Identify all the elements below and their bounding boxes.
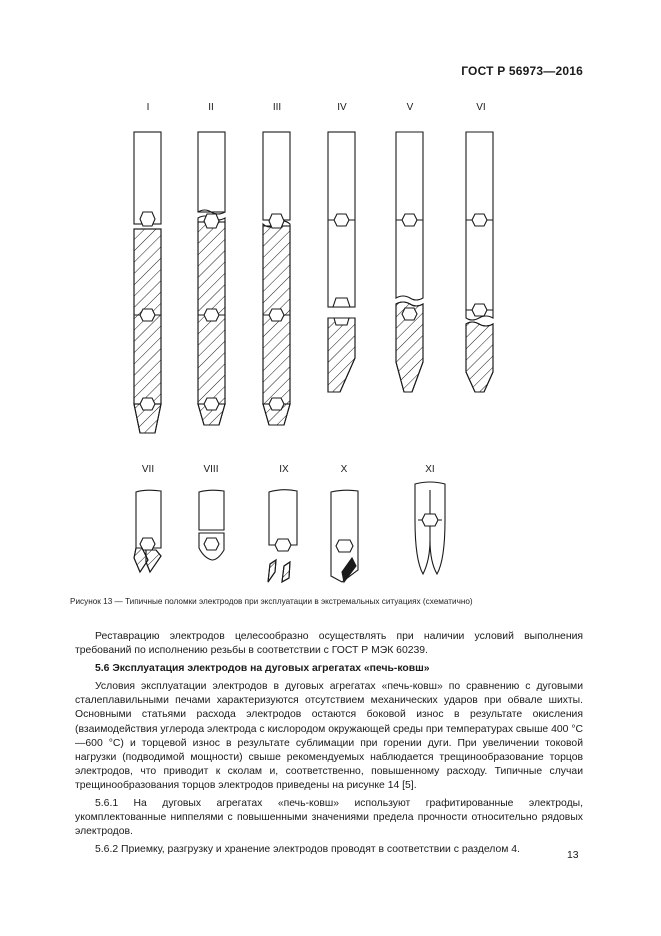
document-header: ГОСТ Р 56973—2016: [461, 64, 583, 78]
figure-label: IX: [279, 464, 289, 475]
paragraph: Реставрацию электродов целесообразно осуществлять при наличии условий выполнения требований по исполнению резьбы в соответствии с ГОСТ Р МЭК 60239.: [75, 631, 583, 657]
electrode-column-viii: [199, 490, 224, 560]
electrode-column-i: [134, 132, 161, 433]
figure-label: VI: [476, 102, 486, 113]
electrode-column-vii: [134, 490, 161, 572]
section-heading: 5.6 Эксплуатация электродов на дуговых агрегатах «печь-ковш»: [95, 663, 430, 675]
figure-label: VII: [141, 464, 155, 475]
electrode-column-iii: [263, 132, 290, 425]
electrode-column-iv: [328, 132, 355, 392]
figure-label: V: [406, 102, 414, 113]
figure-label: IV: [337, 102, 347, 113]
paragraph: 5.6.2 Приемку, разгрузку и хранение электродов проводят в соответствии с разделом 4.: [95, 844, 520, 856]
body-text: [75, 630, 583, 857]
electrode-column-vi: [466, 132, 493, 392]
paragraph: 5.6.1 На дуговых агрегатах «печь-ковш» используют графитированные электроды, укомплектованные ниппелями с повышенными значениями предела прочности относительно рядовых электродов.: [75, 798, 583, 838]
electrode-column-xi: [415, 482, 445, 574]
electrode-column-x: [331, 490, 358, 582]
figure-label: III: [272, 102, 282, 113]
figure-label: XI: [425, 464, 435, 475]
electrode-breakage-figure: [100, 92, 530, 592]
page-number: 13: [567, 850, 579, 861]
figure-label: II: [208, 102, 214, 113]
figure-label: X: [340, 464, 348, 475]
paragraph: Условия эксплуатации электродов в дуговых агрегатах «печь-ковш» по сравнению с дуговыми сталеплавильными печами характеризуются отсутствием механических ударов при обвале шихты. Основными статьями расхода электродов остаются боковой износ в результате окисления (взаимодействия углерода электрода с кислородом окружающей среды при температурах свыше 400 °С—600 °С) и торцевой износ в результате сублимации при горении дуги. При увеличении токовой нагрузки (подводимой мощности) свыше рекомендуемых наблюдается трещинообразование торцов электродов, что приводит к сколам и, соответственно, повышенному расходу. Типичные случаи трещинообразования торцов электродов приведены на рисунке 14 [5].: [75, 681, 583, 791]
electrode-column-ii: [198, 132, 225, 425]
figure-label: I: [146, 102, 150, 113]
electrode-column-ix: [268, 490, 297, 582]
figure-label: VIII: [203, 464, 219, 475]
figure-caption: Рисунок 13 — Типичные поломки электродов при эксплуатации в экстремальных ситуациях (схематично): [70, 597, 473, 606]
electrode-column-v: [396, 132, 423, 392]
